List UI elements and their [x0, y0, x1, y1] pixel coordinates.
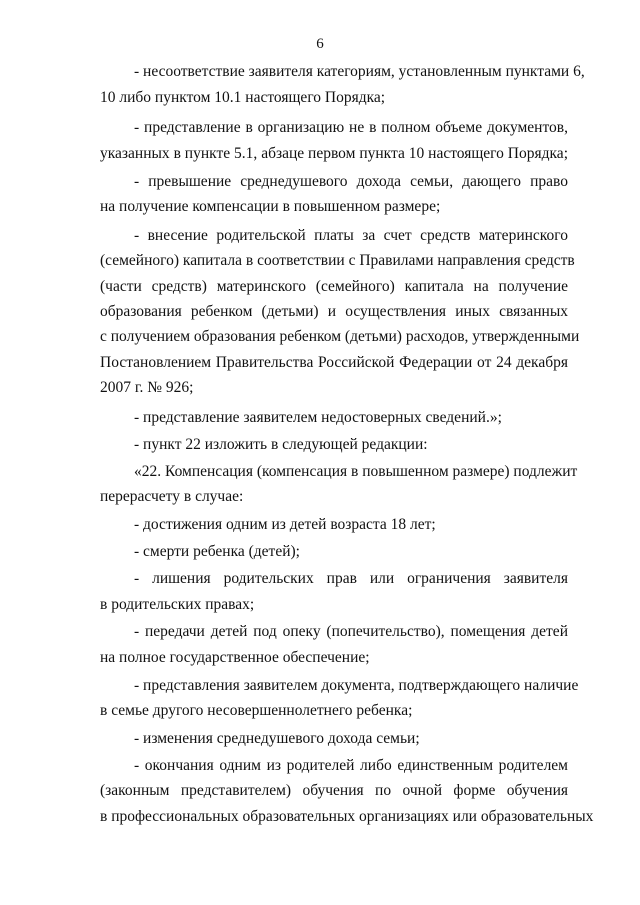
text-line: с получением образования ребенком (детьми) расходов, утвержденными	[100, 328, 580, 345]
text-line: образования ребенком (детьми) и осуществления иных связанных	[100, 303, 568, 320]
text-line: - пункт 22 изложить в следующей редакции:	[134, 436, 428, 453]
text-line: - несоответствие заявителя категориям, установленным пунктами 6,	[134, 63, 585, 80]
page-number: 6	[316, 36, 324, 52]
text-line: - представление заявителем недостоверных сведений.»;	[134, 409, 502, 426]
text-line: «22. Компенсация (компенсация в повышенном размере) подлежит	[134, 463, 578, 480]
text-line: (законным представителем) обучения по очной форме обучения	[100, 782, 568, 799]
text-line: 2007 г. № 926;	[100, 379, 194, 396]
text-line: в профессиональных образовательных организациях или образовательных	[100, 808, 594, 825]
text-line: указанных в пункте 5.1, абзаце первом пункта 10 настоящего Порядка;	[100, 145, 568, 162]
text-line: - представление в организацию не в полном объеме документов,	[134, 119, 568, 136]
text-line: - представления заявителем документа, подтверждающего наличие	[134, 677, 579, 694]
text-line: - превышение среднедушевого дохода семьи, дающего право	[134, 173, 568, 190]
text-line: - достижения одним из детей возраста 18 лет;	[134, 516, 436, 533]
text-line: - передачи детей под опеку (попечительство), помещения детей	[134, 623, 568, 640]
text-line: перерасчету в случае:	[100, 488, 244, 505]
text-line: - внесение родительской платы за счет средств материнского	[134, 227, 568, 244]
text-line: - изменения среднедушевого дохода семьи;	[134, 730, 420, 747]
text-line: - лишения родительских прав или ограничения заявителя	[134, 570, 568, 587]
text-line: на полное государственное обеспечение;	[100, 649, 370, 666]
text-line: в семье другого несовершеннолетнего ребенка;	[100, 702, 413, 719]
text-line: - смерти ребенка (детей);	[134, 543, 300, 560]
text-line: в родительских правах;	[100, 596, 255, 613]
text-line: (семейного) капитала в соответствии с Правилами направления средств	[100, 252, 575, 269]
text-line: 10 либо пунктом 10.1 настоящего Порядка;	[100, 89, 386, 106]
text-line: Постановлением Правительства Российской Федерации от 24 декабря	[100, 354, 568, 371]
text-line: - окончания одним из родителей либо единственным родителем	[134, 757, 568, 774]
text-line: на получение компенсации в повышенном размере;	[100, 198, 441, 215]
text-line: (части средств) материнского (семейного) капитала на получение	[100, 278, 568, 295]
